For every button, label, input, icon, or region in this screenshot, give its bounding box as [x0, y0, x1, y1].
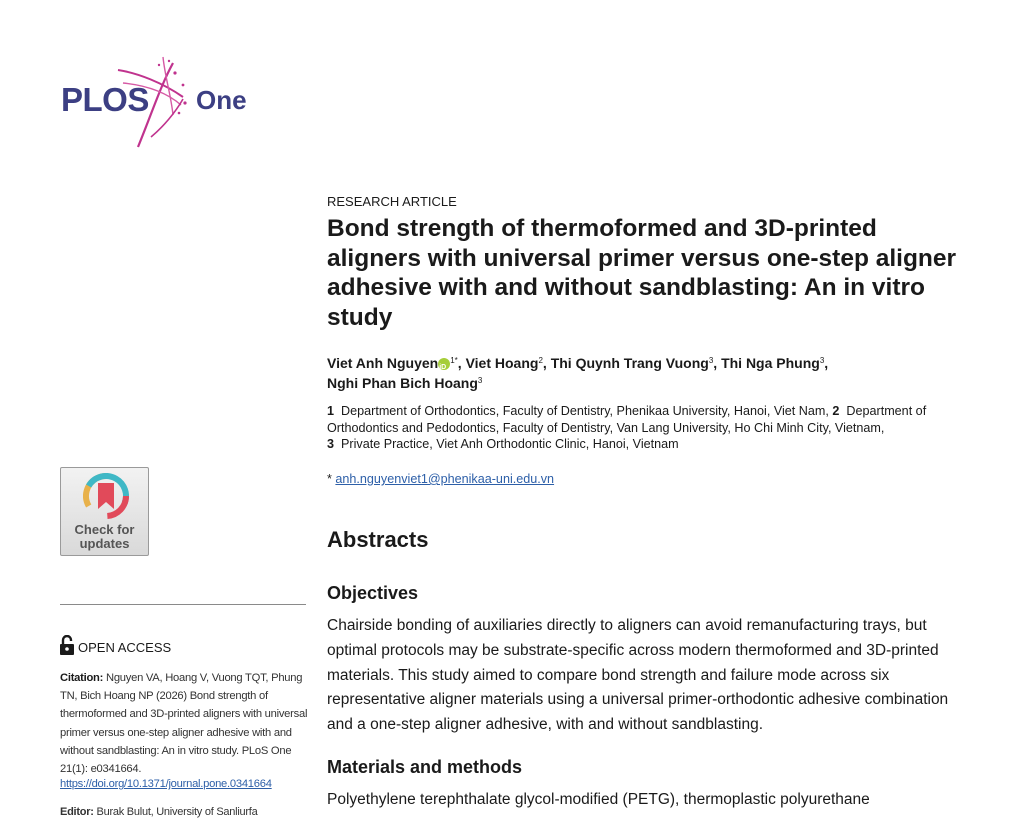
check-for-updates-badge[interactable]: [60, 467, 149, 556]
doi-link[interactable]: https://doi.org/10.1371/journal.pone.0341664: [60, 778, 272, 790]
author-name[interactable]: Thi Nga Phung: [721, 355, 820, 371]
article-title: Bond strength of thermoformed and 3D-printed aligners with universal primer versus one-step aligner adhesive with and without sandblasting: An in vitro study: [327, 215, 957, 331]
affiliation-text: Department of Orthodontics, Faculty of Dentistry, Phenikaa University, Hanoi, Viet Nam,: [341, 404, 829, 418]
objectives-heading: Objectives: [327, 583, 419, 603]
affiliation-number: 3: [327, 437, 335, 452]
methods-paragraph: Polyethylene terephthalate glycol-modified (PETG), thermoplastic polyurethane: [327, 791, 870, 808]
bookmark-ring-icon: [83, 473, 129, 519]
author-sup: 3: [819, 356, 825, 365]
orcid-icon[interactable]: [438, 358, 450, 370]
badge-line-1: Check for: [74, 522, 135, 537]
editor-label: Editor:: [60, 806, 94, 818]
article-type: RESEARCH ARTICLE: [327, 194, 457, 209]
corresponding-author: [327, 472, 554, 486]
author-name[interactable]: Nghi Phan Bich Hoang: [327, 375, 478, 391]
editor-line: [60, 806, 257, 818]
author-sup: 2: [538, 356, 543, 365]
corresponding-marker: *: [327, 472, 332, 486]
corresponding-email-link[interactable]: anh.nguyenviet1@phenikaa-uni.edu.vn: [335, 472, 555, 486]
badge-line-2: updates: [79, 536, 130, 551]
open-access-text: OPEN ACCESS: [78, 640, 172, 655]
plos-one-logo: [58, 55, 258, 151]
logo-splash-icon: [103, 55, 193, 151]
affiliation-number: 1: [327, 404, 335, 418]
badge-label: [61, 523, 148, 551]
abstracts-heading: Abstracts: [327, 527, 429, 552]
citation-label: Citation:: [60, 672, 104, 684]
left-divider: [60, 604, 306, 605]
editor-text: Burak Bulut, University of Sanliurfa: [96, 806, 258, 818]
author-list: Viet Anh NguyeniD $^{1*}$, Viet Hoang$^2$, Thi Quynh Trang Vuong$^3$, Thi Nga Phung$^3$, Nghi Phan Bich Hoang$^3$: [327, 352, 967, 392]
author-sup: 3: [708, 356, 714, 365]
affiliation-text: Private Practice, Viet Anh Orthodontic Clinic, Hanoi, Vietnam: [341, 437, 679, 452]
affiliation-number: 2: [832, 404, 840, 418]
logo-plos-text: PLOS: [61, 81, 149, 118]
author-sup: 1*: [450, 356, 458, 365]
author-sup: 3: [477, 376, 483, 385]
affiliation-text: Department of Orthodontics and Pedodontics, Faculty of Dentistry, Van Lang University, Ho Chi Minh City, Vietnam,: [327, 404, 927, 435]
author-name[interactable]: Thi Quynh Trang Vuong: [550, 355, 709, 371]
affiliations: [327, 403, 947, 453]
open-access-label: [59, 635, 171, 655]
logo-one-text: One: [196, 85, 247, 115]
author-name[interactable]: Viet Hoang: [465, 355, 539, 371]
open-lock-icon: [59, 635, 75, 655]
methods-heading: Materials and methods: [327, 757, 523, 777]
author-name[interactable]: Viet Anh Nguyen: [327, 355, 439, 371]
objectives-paragraph: Chairside bonding of auxiliaries directly to aligners can avoid remanufacturing trays, but optimal protocols may be substrate-specific across modern thermoformed and 3D-printed materials. This study aimed to compare bond strength and failure mode across six representative aligner materials using a universal primer-orthodontic adhesive combination and a one-step aligner adhesive, with and without sandblasting.: [327, 617, 949, 734]
citation-text: Nguyen VA, Hoang V, Vuong TQT, Phung TN, Bich Hoang NP (2026) Bond strength of thermoformed and 3D-printed aligners with universal primer versus one-step aligner adhesive with and without sandblasting: An in vitro study. PLoS One 21(1): e0341664.: [60, 672, 308, 776]
citation-block: [60, 669, 310, 778]
